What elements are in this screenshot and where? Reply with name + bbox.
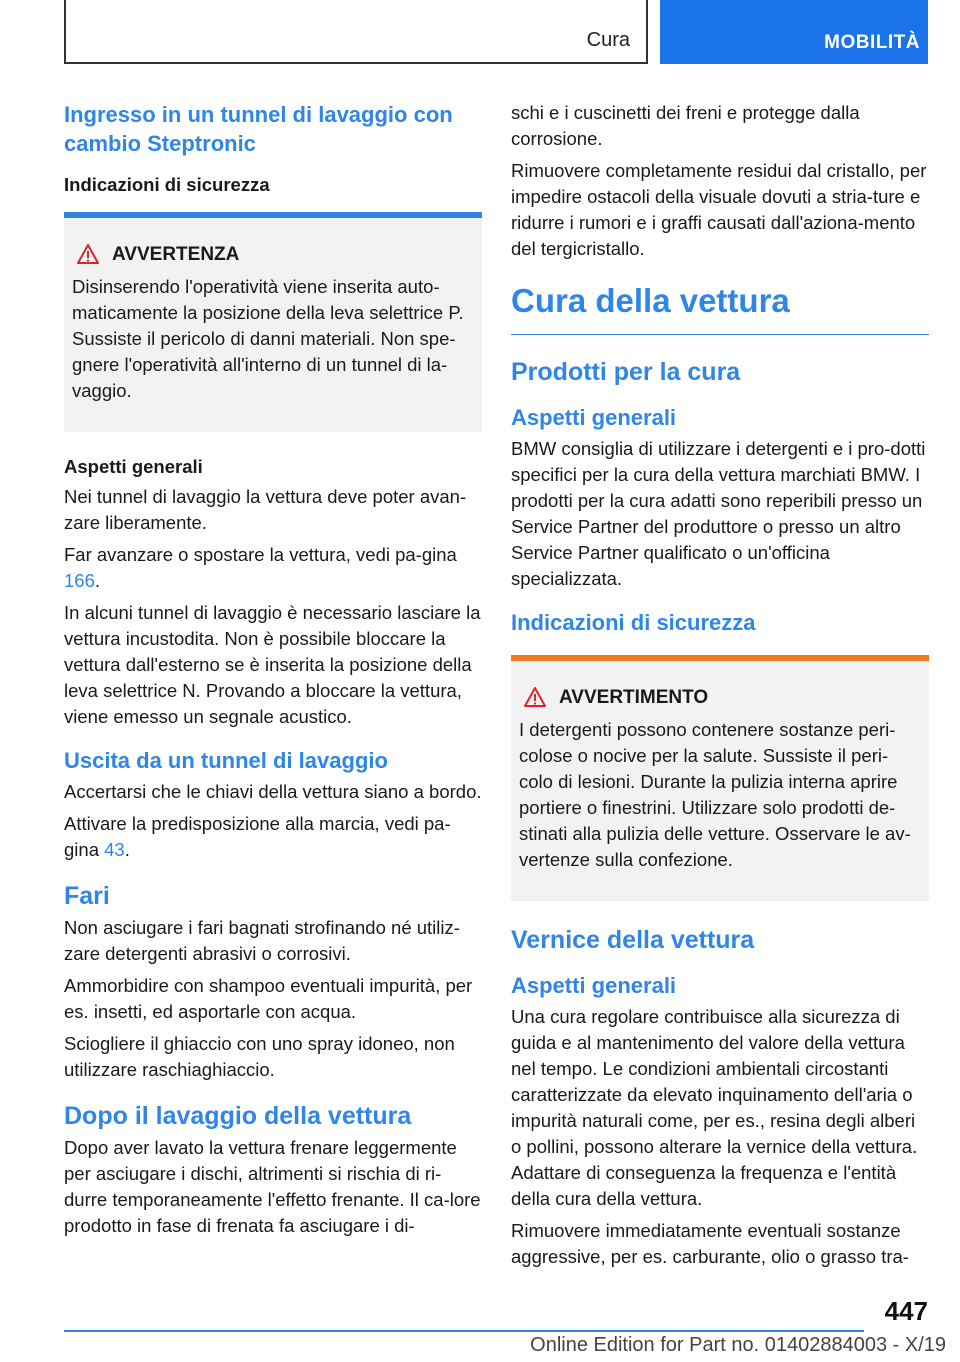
heading-fari: Fari [64, 882, 110, 910]
paragraph: Una cura regolare contribuisce alla sicurezza di guida e al mantenimento del valore della vettura nel tempo. Le condizioni ambientali circostanti caratterizzate da elevato inquinamento dell'aria o impurità naturali come, per es., resina degli alberi o pollini, possono alterare la vernice della vettura. Adattare di conseguenza la frequenza e l'entità della cura della vettura. [511, 1006, 918, 1209]
warning-title-text: AVVERTENZA [112, 244, 240, 265]
general-label: Aspetti generali [64, 456, 203, 477]
left-column [64, 100, 482, 1245]
paragraph: BMW consiglia di utilizzare i detergenti e i pro-dotti specifici per la cura della vettura marchiati BMW. I prodotti per la cura adatti sono reperibili presso un Service Partner del produttore o presso un altro Service Partner qualificato o un'officina specializzata. [511, 438, 926, 589]
paragraph-text: . [124, 839, 130, 860]
warning-box-avvertimento [511, 655, 929, 901]
paragraph-text: Attivare la predisposizione alla marcia, vedi pa-gina [64, 813, 451, 860]
paragraph-page-ref [64, 542, 482, 594]
paragraph-text: Far avanzare o spostare la vettura, vedi pa-gina [64, 544, 457, 565]
warning-text: Disinserendo l'operatività viene inserita auto-maticamente la posizione della leva selettrice P. Sussiste il pericolo di danni materiali. Non spe-gnere l'operatività all'interno di un tunnel di la-vaggio. [72, 276, 464, 401]
paragraph: Rimuovere completamente residui dal cristallo, per impedire ostacoli della visuale dovuti a stria-ture e ridurre i rumori e i graffi causati dall'aziona-mento del tergicristallo. [511, 160, 927, 259]
warning-title-text: AVVERTIMENTO [559, 687, 709, 708]
warning-triangle-icon [523, 686, 547, 716]
paragraph-page-ref [64, 811, 482, 863]
heading-exit-car-wash: Uscita da un tunnel di lavaggio [64, 748, 388, 773]
heading-safety: Indicazioni di sicurezza [511, 610, 756, 635]
header-section-box [64, 0, 648, 64]
page-header [64, 0, 928, 66]
heading-general-1: Aspetti generali [511, 405, 677, 430]
footer-edition: Online Edition for Part no. 01402884003 - X/19 [530, 1334, 946, 1356]
paragraph: In alcuni tunnel di lavaggio è necessario lasciare la vettura incustodita. Non è possibile bloccare la vettura dall'esterno se è inserita la posizione della leva selettrice N. Provando a bloccare la vettura, viene emesso un segnale acustico. [64, 602, 481, 727]
paragraph: Rimuovere immediatamente eventuali sostanze aggressive, per es. carburante, olio o grasso tra- [511, 1220, 909, 1267]
right-column [511, 100, 929, 1276]
warning-title [519, 685, 921, 711]
paragraph: Dopo aver lavato la vettura frenare leggermente per asciugare i dischi, altrimenti si rischia di ri-durre temporaneamente l'effetto frenante. Il ca-lore prodotto in fase di frenata fa asciugare i di- [64, 1137, 481, 1236]
page-link-43[interactable]: 43 [104, 839, 125, 860]
paragraph-text: . [94, 570, 101, 591]
heading-paint: Vernice della vettura [511, 926, 755, 954]
header-chapter-tab[interactable] [660, 0, 928, 64]
heading-after-wash: Dopo il lavaggio della vettura [64, 1102, 412, 1130]
paragraph: Nei tunnel di lavaggio la vettura deve poter avan-zare liberamente. [64, 486, 467, 533]
warning-box-avvertenza [64, 212, 482, 432]
paragraph: Ammorbidire con shampoo eventuali impurità, per es. insetti, ed asportarle con acqua. [64, 975, 473, 1022]
page-link-166[interactable]: 166 [64, 570, 95, 591]
safety-label: Indicazioni di sicurezza [64, 174, 270, 195]
heading-car-care: Cura della vettura [511, 280, 929, 335]
header-section-label: Cura [586, 29, 630, 51]
heading-car-wash-steptronic: Ingresso in un tunnel di lavaggio con cambio Steptronic [64, 102, 453, 156]
footer-divider [64, 1330, 864, 1332]
page-number: 447 [884, 1296, 928, 1326]
warning-triangle-icon [76, 243, 100, 273]
warning-title [72, 242, 474, 268]
warning-text: I detergenti possono contenere sostanze peri-colose o nocive per la salute. Sussiste il peri-colo di lesioni. Durante la pulizia interna aprire portiere o finestrini. Utilizzare solo prodotti de-stinati alla pulizia delle vetture. Osservare le av-vertenze sulla confezione. [519, 719, 911, 870]
heading-care-products: Prodotti per la cura [511, 358, 741, 386]
paragraph: Sciogliere il ghiaccio con uno spray idoneo, non utilizzare raschiaghiaccio. [64, 1033, 455, 1080]
header-chapter-label: MOBILITÀ [824, 32, 920, 53]
heading-general-2: Aspetti generali [511, 973, 677, 998]
paragraph: Non asciugare i fari bagnati strofinando né utiliz-zare detergenti abrasivi o corrosivi. [64, 917, 460, 964]
paragraph: Accertarsi che le chiavi della vettura siano a bordo. [64, 781, 482, 802]
paragraph: schi e i cuscinetti dei freni e protegge dalla corrosione. [511, 102, 860, 149]
